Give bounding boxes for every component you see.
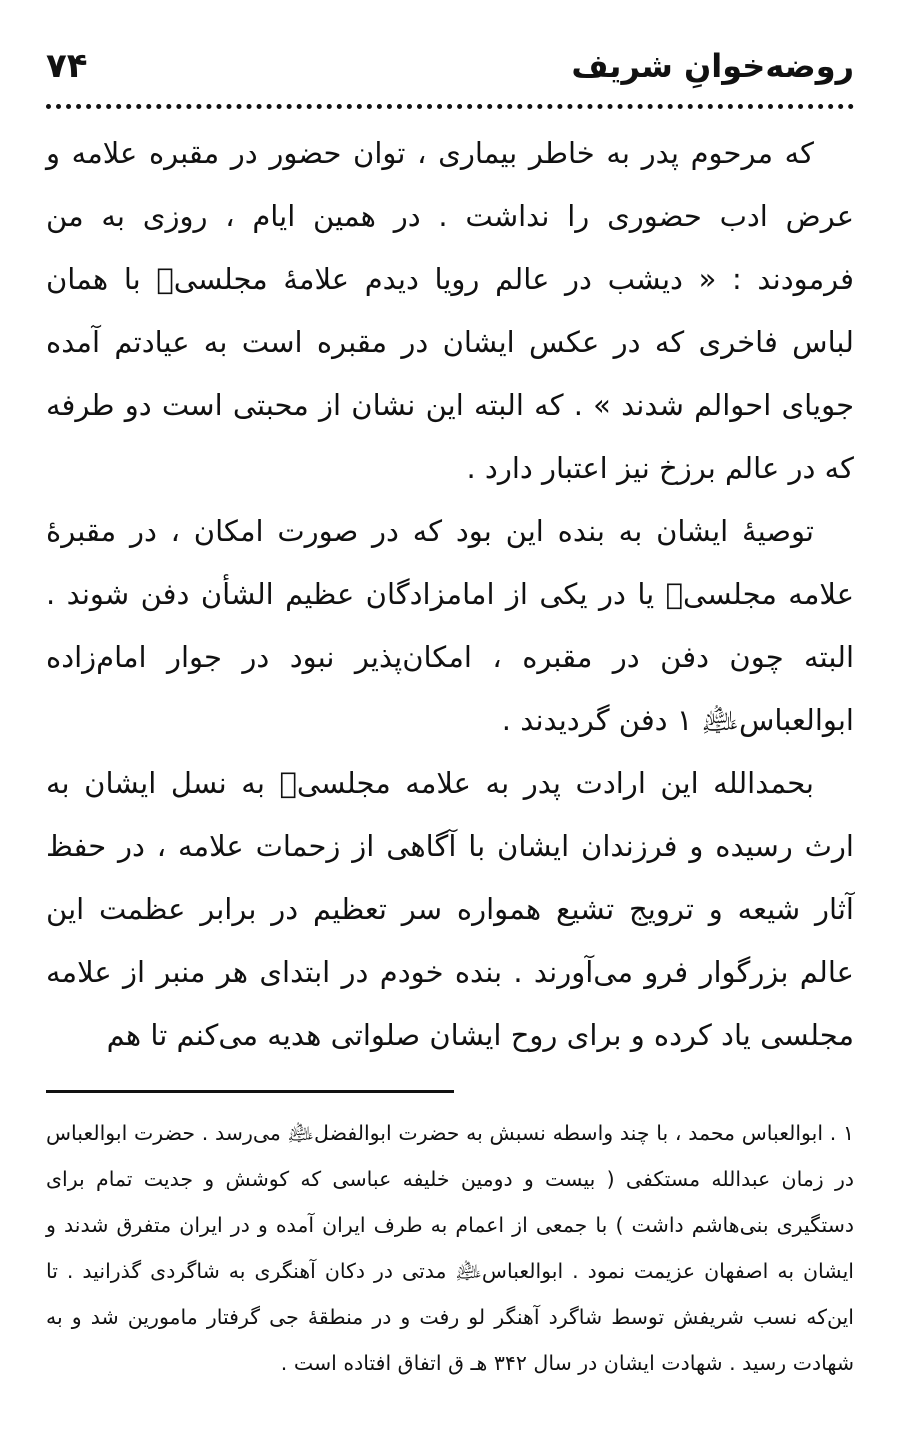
header-dotted-divider — [46, 104, 854, 109]
paragraph: که مرحوم پدر به خاطر بیماری ، توان حضور در مقبره علامه و عرض ادب حضوری را نداشت . در همین ایام ، روزی به من فرمودند : « دیشب در عالم رویا دیدم علامهٔ مجلسی﷫ با همان لباس فاخری که در عکس ایشان در مقبره است به عیادتم آمده جویای احوالم شدند » . که البته این نشان از محبتی است دو طرفه که در عالم برزخ نیز اعتبار دارد . — [46, 136, 854, 485]
page-header — [46, 38, 854, 94]
running-title: روضه‌خوانِ شریف — [571, 47, 854, 85]
footnote: ۱ . ابوالعباس محمد ، با چند واسطه نسبش به حضرت ابوالفضل﵇ می‌رسد . حضرت ابوالعباس در زمان عبدالله مستکفی ( بیست و دومین خلیفه عباسی که کوشش و جدیت تمام برای دستگیری بنی‌هاشم داشت ) با جمعی از اعمام به طرف ایران آمده و در ایران متفرق شدند و ایشان به اصفهان عزیمت نمود . ابوالعباس﵇ مدتی در دکان آهنگری به شاگردی گذرانید . تا این‌که نسب شریفش توسط شاگرد آهنگر لو رفت و در منطقهٔ جی گرفتار مامورین شد و به شهادت رسید . شهادت ایشان در سال ۳۴۲ هـ ق اتفاق افتاده است . — [46, 1121, 854, 1375]
page-number: ۷۴ — [46, 46, 88, 86]
main-text — [46, 122, 854, 1067]
paragraph: توصیهٔ ایشان به بنده این بود که در صورت امکان ، در مقبرهٔ علامه مجلسی﷫ یا در یکی از امامزادگان عظیم الشأن دفن شوند . البته چون دفن در مقبره ، امکان‌پذیر نبود در جوار امام‌زاده ابوالعباس﵇ ۱ دفن گردیدند . — [46, 514, 854, 737]
paragraph: بحمدالله این ارادت پدر به علامه مجلسی﷫ به نسل ایشان به ارث رسیده و فرزندان ایشان با آگاهی از زحمات علامه ، در حفظ آثار شیعه و ترویج تشیع همواره سر تعظیم در برابر عظمت این عالم بزرگوار فرو می‌آورند . بنده خودم در ابتدای هر منبر از علامه مجلسی یاد کرده و برای روح ایشان صلواتی هدیه می‌کنم تا هم — [46, 766, 854, 1052]
footnotes — [46, 1110, 854, 1386]
footnote-divider — [46, 1090, 454, 1093]
